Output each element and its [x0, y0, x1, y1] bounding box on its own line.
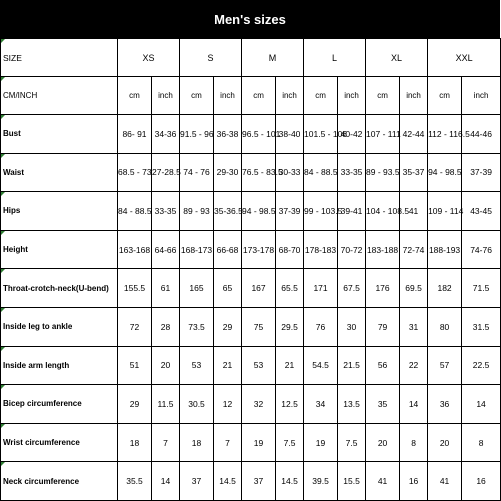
measurement-inch-cell: 65.5: [276, 269, 304, 308]
measurement-cm-cell: 94 - 98.5: [242, 192, 276, 231]
measurement-cm-cell: 19: [242, 423, 276, 462]
measurement-inch-cell: 66-68: [214, 230, 242, 269]
measurement-row: [1, 346, 501, 385]
measurement-cm-cell: 80: [428, 307, 462, 346]
measurement-cm-cell: 176: [366, 269, 400, 308]
measurement-cm-cell: 53: [180, 346, 214, 385]
measurement-inch-cell: 29: [214, 307, 242, 346]
measurement-cm-cell: 30.5: [180, 385, 214, 424]
size-header-m: M: [242, 39, 304, 77]
unit-cm: cm: [118, 77, 152, 115]
measurement-cm-cell: 79: [366, 307, 400, 346]
measurement-inch-cell: 12: [214, 385, 242, 424]
measurement-row: [1, 115, 501, 154]
measurement-inch-cell: 28: [152, 307, 180, 346]
measurement-cm-cell: 73.5: [180, 307, 214, 346]
measurement-cm-cell: 165: [180, 269, 214, 308]
measurement-inch-cell: 69.5: [400, 269, 428, 308]
measurement-inch-cell: 7.5: [338, 423, 366, 462]
measurement-inch-cell: 20: [152, 346, 180, 385]
measurement-inch-cell: 65: [214, 269, 242, 308]
unit-inch: inch: [276, 77, 304, 115]
measurement-inch-cell: 21: [214, 346, 242, 385]
measurement-inch-cell: 8: [400, 423, 428, 462]
measurement-cm-cell: 86- 91: [118, 115, 152, 154]
size-table-body: [1, 39, 501, 501]
measurement-inch-cell: 36-38: [214, 115, 242, 154]
unit-inch: inch: [338, 77, 366, 115]
measurement-cm-cell: 29: [118, 385, 152, 424]
measurement-cm-cell: 72: [118, 307, 152, 346]
measurement-cm-cell: 39.5: [304, 462, 338, 501]
measurement-inch-cell: 15.5: [338, 462, 366, 501]
measurement-cm-cell: 51: [118, 346, 152, 385]
measurement-cm-cell: 168-173: [180, 230, 214, 269]
measurement-inch-cell: 72-74: [400, 230, 428, 269]
measurement-inch-cell: 35-36.5: [214, 192, 242, 231]
measurement-inch-cell: 14.5: [214, 462, 242, 501]
measurement-row: [1, 192, 501, 231]
measurement-cm-cell: 101.5 - 106: [304, 115, 338, 154]
unit-inch: inch: [400, 77, 428, 115]
measurement-inch-cell: 22.5: [462, 346, 501, 385]
measurement-cm-cell: 37: [242, 462, 276, 501]
measurement-row: [1, 462, 501, 501]
measurement-inch-cell: 14: [152, 462, 180, 501]
measurement-inch-cell: 35-37: [400, 153, 428, 192]
measurement-inch-cell: 30-33: [276, 153, 304, 192]
measurement-inch-cell: 67.5: [338, 269, 366, 308]
size-header-label: SIZE: [1, 39, 118, 77]
measurement-label: Inside arm length: [1, 346, 118, 385]
measurement-inch-cell: 14.5: [276, 462, 304, 501]
measurement-cm-cell: 74 - 76: [180, 153, 214, 192]
measurement-cm-cell: 20: [428, 423, 462, 462]
measurement-inch-cell: 31: [400, 307, 428, 346]
measurement-inch-cell: 68-70: [276, 230, 304, 269]
measurement-cm-cell: 173-178: [242, 230, 276, 269]
size-header-xs: XS: [118, 39, 180, 77]
measurement-cm-cell: 183-188: [366, 230, 400, 269]
measurement-inch-cell: 12.5: [276, 385, 304, 424]
measurement-cm-cell: 89 - 93: [180, 192, 214, 231]
measurement-label: Bust: [1, 115, 118, 154]
measurement-inch-cell: 41: [400, 192, 428, 231]
measurement-cm-cell: 68.5 - 73: [118, 153, 152, 192]
unit-header-label: CM/INCH: [1, 77, 118, 115]
measurement-row: [1, 153, 501, 192]
measurement-inch-cell: 30: [338, 307, 366, 346]
measurement-cm-cell: 182: [428, 269, 462, 308]
measurement-inch-cell: 42-44: [400, 115, 428, 154]
measurement-cm-cell: 104 - 108.5: [366, 192, 400, 231]
measurement-cm-cell: 18: [180, 423, 214, 462]
measurement-inch-cell: 64-66: [152, 230, 180, 269]
measurement-cm-cell: 188-193: [428, 230, 462, 269]
measurement-cm-cell: 19: [304, 423, 338, 462]
measurement-cm-cell: 41: [366, 462, 400, 501]
unit-inch: inch: [214, 77, 242, 115]
measurement-cm-cell: 99 - 103.5: [304, 192, 338, 231]
measurement-cm-cell: 94 - 98.5: [428, 153, 462, 192]
measurement-cm-cell: 35.5: [118, 462, 152, 501]
measurement-inch-cell: 14: [462, 385, 501, 424]
unit-inch: inch: [152, 77, 180, 115]
measurement-label: Throat-crotch-neck(U-bend): [1, 269, 118, 308]
measurement-row: [1, 230, 501, 269]
page-title: Men's sizes: [0, 0, 500, 38]
measurement-cm-cell: 84 - 88.5: [118, 192, 152, 231]
measurement-cm-cell: 84 - 88.5: [304, 153, 338, 192]
measurement-label: Hips: [1, 192, 118, 231]
measurement-cm-cell: 57: [428, 346, 462, 385]
measurement-cm-cell: 75: [242, 307, 276, 346]
measurement-cm-cell: 37: [180, 462, 214, 501]
measurement-inch-cell: 71.5: [462, 269, 501, 308]
measurement-cm-cell: 18: [118, 423, 152, 462]
measurement-inch-cell: 21.5: [338, 346, 366, 385]
measurement-label: Neck circumference: [1, 462, 118, 501]
measurement-inch-cell: 8: [462, 423, 501, 462]
measurement-cm-cell: 54.5: [304, 346, 338, 385]
measurement-inch-cell: 14: [400, 385, 428, 424]
unit-cm: cm: [180, 77, 214, 115]
measurement-cm-cell: 171: [304, 269, 338, 308]
measurement-inch-cell: 16: [462, 462, 501, 501]
measurement-inch-cell: 7: [214, 423, 242, 462]
measurement-inch-cell: 29-30: [214, 153, 242, 192]
measurement-cm-cell: 76.5 - 83.5: [242, 153, 276, 192]
measurement-label: Inside leg to ankle: [1, 307, 118, 346]
measurement-cm-cell: 32: [242, 385, 276, 424]
measurement-cm-cell: 35: [366, 385, 400, 424]
measurement-cm-cell: 36: [428, 385, 462, 424]
unit-cm: cm: [366, 77, 400, 115]
unit-header-row: [1, 77, 501, 115]
size-header-xxl: XXL: [428, 39, 501, 77]
measurement-inch-cell: 31.5: [462, 307, 501, 346]
measurement-cm-cell: 56: [366, 346, 400, 385]
measurement-inch-cell: 13.5: [338, 385, 366, 424]
measurement-row: [1, 307, 501, 346]
measurement-label: Waist: [1, 153, 118, 192]
measurement-cm-cell: 96.5 - 101: [242, 115, 276, 154]
measurement-inch-cell: 44-46: [462, 115, 501, 154]
measurement-cm-cell: 107 - 111: [366, 115, 400, 154]
measurement-inch-cell: 74-76: [462, 230, 501, 269]
measurement-inch-cell: 11.5: [152, 385, 180, 424]
measurement-label: Bicep circumference: [1, 385, 118, 424]
measurement-inch-cell: 7: [152, 423, 180, 462]
measurement-inch-cell: 27-28.5: [152, 153, 180, 192]
measurement-row: [1, 423, 501, 462]
size-header-row: [1, 39, 501, 77]
size-header-xl: XL: [366, 39, 428, 77]
measurement-inch-cell: 43-45: [462, 192, 501, 231]
measurement-cm-cell: 167: [242, 269, 276, 308]
measurement-inch-cell: 34-36: [152, 115, 180, 154]
measurement-inch-cell: 61: [152, 269, 180, 308]
measurement-label: Height: [1, 230, 118, 269]
size-header-l: L: [304, 39, 366, 77]
measurement-row: [1, 269, 501, 308]
unit-cm: cm: [428, 77, 462, 115]
measurement-inch-cell: 38-40: [276, 115, 304, 154]
measurement-inch-cell: 33-35: [338, 153, 366, 192]
unit-cm: cm: [304, 77, 338, 115]
measurement-cm-cell: 112 - 116.5: [428, 115, 462, 154]
measurement-inch-cell: 29.5: [276, 307, 304, 346]
measurement-cm-cell: 53: [242, 346, 276, 385]
measurement-inch-cell: 70-72: [338, 230, 366, 269]
size-table: [0, 38, 501, 501]
measurement-inch-cell: 33-35: [152, 192, 180, 231]
measurement-cm-cell: 163-168: [118, 230, 152, 269]
measurement-inch-cell: 39-41: [338, 192, 366, 231]
measurement-inch-cell: 16: [400, 462, 428, 501]
measurement-cm-cell: 178-183: [304, 230, 338, 269]
measurement-inch-cell: 37-39: [276, 192, 304, 231]
measurement-row: [1, 385, 501, 424]
measurement-cm-cell: 89 - 93.5: [366, 153, 400, 192]
measurement-inch-cell: 7.5: [276, 423, 304, 462]
measurement-cm-cell: 155.5: [118, 269, 152, 308]
measurement-cm-cell: 76: [304, 307, 338, 346]
measurement-cm-cell: 34: [304, 385, 338, 424]
measurement-cm-cell: 41: [428, 462, 462, 501]
measurement-label: Wrist circumference: [1, 423, 118, 462]
size-header-s: S: [180, 39, 242, 77]
measurement-inch-cell: 40-42: [338, 115, 366, 154]
unit-cm: cm: [242, 77, 276, 115]
measurement-inch-cell: 21: [276, 346, 304, 385]
unit-inch: inch: [462, 77, 501, 115]
measurement-cm-cell: 91.5 - 96: [180, 115, 214, 154]
measurement-cm-cell: 20: [366, 423, 400, 462]
measurement-inch-cell: 37-39: [462, 153, 501, 192]
measurement-inch-cell: 22: [400, 346, 428, 385]
measurement-cm-cell: 109 - 114: [428, 192, 462, 231]
